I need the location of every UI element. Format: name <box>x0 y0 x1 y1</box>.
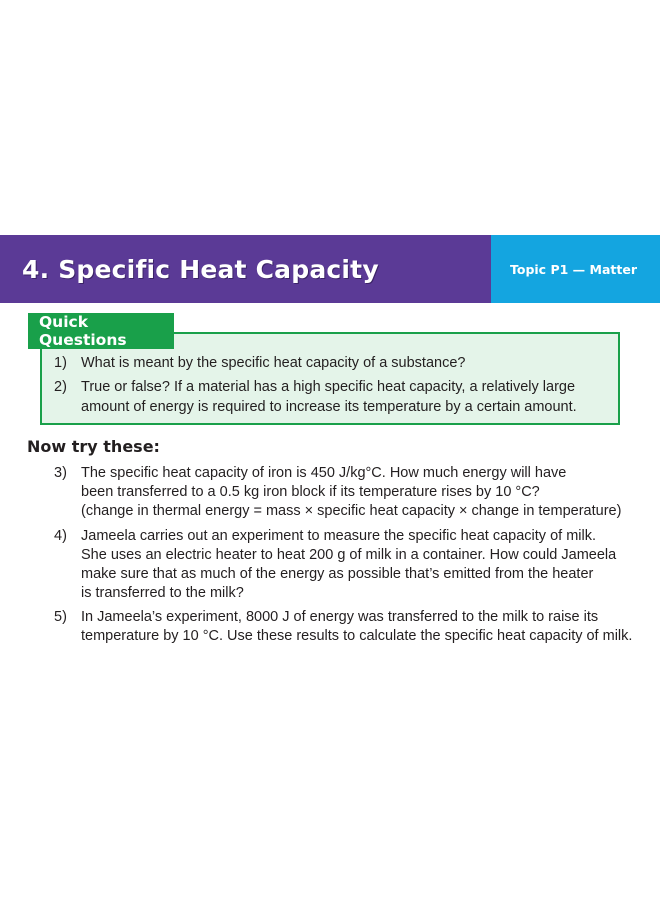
question-line: Jameela carries out an experiment to measure the specific heat capacity of milk. <box>81 528 596 544</box>
question-number: 4) <box>54 528 67 544</box>
page-title: 4. Specific Heat Capacity <box>22 254 379 284</box>
question-line: amount of energy is required to increase its temperature by a certain amount. <box>81 399 577 415</box>
question-number: 5) <box>54 609 67 625</box>
quick-questions-tab <box>28 313 174 349</box>
question-line: (change in thermal energy = mass × specific heat capacity × change in temperature) <box>81 503 622 519</box>
question-line: In Jameela’s experiment, 8000 J of energy was transferred to the milk to raise its <box>81 609 599 625</box>
question-number: 1) <box>54 355 67 371</box>
topic-label: Topic P1 — Matter <box>510 261 637 277</box>
question-line: make sure that as much of the energy as possible that’s emitted from the heater <box>81 566 594 582</box>
question-line: been transferred to a 0.5 kg iron block if its temperature rises by 10 °C? <box>81 484 540 500</box>
now-try-heading: Now try these: <box>27 437 160 456</box>
header-bar <box>0 235 660 303</box>
question-line: temperature by 10 °C. Use these results to calculate the specific heat capacity of milk. <box>81 628 633 644</box>
question-line: She uses an electric heater to heat 200 g of milk in a container. How could Jameela <box>81 547 617 563</box>
question-number: 2) <box>54 379 67 395</box>
header-topic-box <box>491 235 660 303</box>
question-line: What is meant by the specific heat capacity of a substance? <box>81 355 466 371</box>
question-line: True or false? If a material has a high specific heat capacity, a relatively large <box>81 379 576 395</box>
question-line: is transferred to the milk? <box>81 585 244 601</box>
header-title-box <box>0 235 491 303</box>
question-number: 3) <box>54 465 67 481</box>
question-line: The specific heat capacity of iron is 450 J/kg°C. How much energy will have <box>81 465 567 481</box>
quick-questions-label: Quick Questions <box>39 313 127 349</box>
